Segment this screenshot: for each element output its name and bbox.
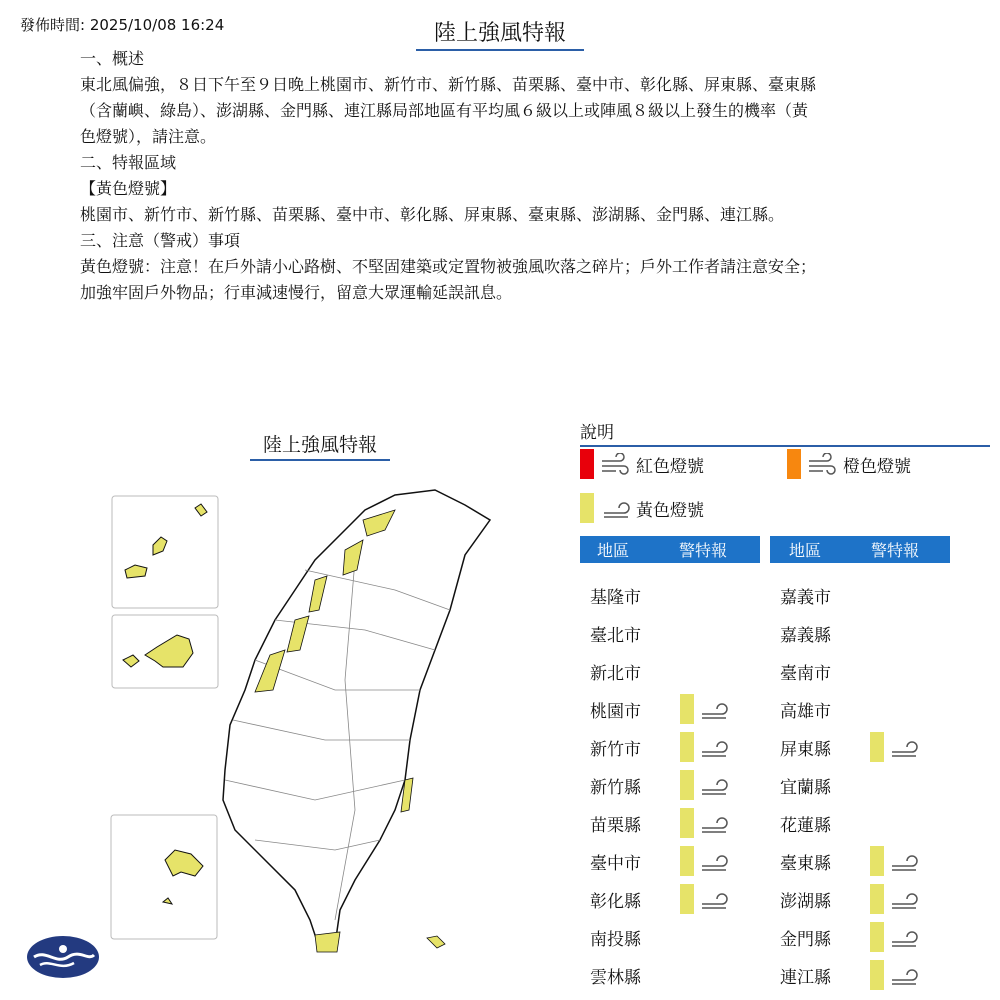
- text-line: 三、注意（警戒）事項: [80, 231, 241, 250]
- table-row: [770, 766, 870, 804]
- table-row: [580, 842, 730, 880]
- yellow-warning: [680, 770, 730, 800]
- text-line: 二、特報區域: [80, 153, 177, 172]
- table-row: [580, 576, 680, 614]
- col-warning-header: 警特報: [870, 541, 919, 560]
- yellow-warning: [680, 808, 730, 838]
- table-row: [580, 652, 680, 690]
- table-row: [580, 918, 680, 956]
- text-line: 加強牢固戶外物品；行車減速慢行，留意大眾運輸延誤訊息。: [80, 283, 513, 302]
- text-line: 色燈號），請注意。: [80, 127, 217, 146]
- yellow-swatch: [680, 694, 694, 724]
- region-name: 宜蘭縣: [780, 777, 831, 798]
- table-row: [580, 728, 730, 766]
- table-row: [770, 652, 870, 690]
- region-name: 新竹縣: [590, 777, 641, 798]
- region-name: 苗栗縣: [590, 815, 641, 836]
- wind-icon: [600, 453, 632, 475]
- wind-icon: [888, 926, 920, 948]
- table-row: [580, 804, 730, 842]
- region-name: 彰化縣: [590, 891, 641, 912]
- region-name: 臺東縣: [780, 853, 831, 874]
- yellow-swatch: [680, 732, 694, 762]
- region-name: 高雄市: [780, 701, 831, 722]
- yellow-swatch: [680, 770, 694, 800]
- region-name: 花蓮縣: [780, 815, 831, 836]
- col-region-header: 地區: [596, 541, 629, 560]
- yellow-swatch: [870, 922, 884, 952]
- table-row: [770, 728, 920, 766]
- wind-icon: [698, 736, 730, 758]
- yellow-warning: [680, 694, 730, 724]
- yellow-swatch: [870, 960, 884, 990]
- wind-icon: [698, 698, 730, 720]
- table-row: [770, 842, 920, 880]
- yellow-swatch: [680, 884, 694, 914]
- map-title: 陸上強風特報: [250, 430, 390, 461]
- yellow-warning: [870, 732, 920, 762]
- text-line: 桃園市、新竹市、新竹縣、苗栗縣、臺中市、彰化縣、屏東縣、臺東縣、澎湖縣、金門縣、連江縣。: [80, 205, 785, 224]
- table-row: [580, 880, 730, 918]
- region-name: 臺南市: [780, 663, 831, 684]
- wind-icon: [698, 774, 730, 796]
- text-line: （含蘭嶼、綠島）、澎湖縣、金門縣、連江縣局部地區有平均風６級以上或陣風８級以上發生的機率（黃: [80, 101, 809, 120]
- region-name: 新竹市: [590, 739, 641, 760]
- legend-label: 紅色燈號: [636, 456, 704, 477]
- legend-label: 橙色燈號: [843, 456, 911, 477]
- legend-orange: [787, 449, 911, 479]
- wind-icon: [888, 964, 920, 986]
- region-name: 桃園市: [590, 701, 641, 722]
- table-row: [580, 614, 680, 652]
- pingtung-zone: [315, 932, 340, 952]
- col-region-header: 地區: [788, 541, 821, 560]
- yellow-swatch: [870, 884, 884, 914]
- region-name: 澎湖縣: [780, 891, 831, 912]
- wind-icon: [698, 850, 730, 872]
- region-name: 嘉義市: [780, 587, 831, 608]
- wind-icon: [888, 736, 920, 758]
- col-warning-header: 警特報: [678, 541, 727, 560]
- text-line: 東北風偏強，８日下午至９日晚上桃園市、新竹市、新竹縣、苗栗縣、臺中市、彰化縣、屏東縣、臺東縣: [80, 75, 817, 94]
- legend-title: 說明: [580, 418, 990, 447]
- table-row: [770, 918, 920, 956]
- bulletin-text: [80, 46, 920, 306]
- table-row: [770, 956, 920, 994]
- yellow-warning: [870, 922, 920, 952]
- yellow-warning: [680, 732, 730, 762]
- region-name: 基隆市: [590, 587, 641, 608]
- table-header-left: [580, 536, 760, 563]
- region-name: 南投縣: [590, 929, 641, 950]
- yellow-swatch: [580, 493, 594, 523]
- legend-yellow: [580, 493, 704, 523]
- wind-icon: [698, 888, 730, 910]
- yellow-warning: [680, 884, 730, 914]
- table-row: [580, 766, 730, 804]
- orange-swatch: [787, 449, 801, 479]
- region-name: 連江縣: [780, 967, 831, 988]
- yellow-warning: [870, 884, 920, 914]
- page-title: 陸上強風特報: [416, 16, 584, 51]
- legend-red: [580, 449, 704, 479]
- lanyu-zone: [427, 936, 445, 948]
- yellow-warning: [680, 846, 730, 876]
- region-name: 雲林縣: [590, 967, 641, 988]
- yellow-swatch: [680, 808, 694, 838]
- legend-label: 黃色燈號: [636, 500, 704, 521]
- table-row: [580, 690, 730, 728]
- region-name: 新北市: [590, 663, 641, 684]
- publish-time: 發佈時間: 2025/10/08 16:24: [20, 16, 225, 34]
- taiwan-map: [105, 480, 525, 990]
- text-line: 【黃色燈號】: [80, 179, 177, 198]
- text-line: 一、概述: [80, 49, 145, 68]
- wind-icon: [698, 812, 730, 834]
- region-name: 臺中市: [590, 853, 641, 874]
- table-row: [580, 956, 680, 994]
- table-row: [770, 880, 920, 918]
- yellow-swatch: [680, 846, 694, 876]
- text-line: 黃色燈號：注意！在戶外請小心路樹、不堅固建築或定置物被強風吹落之碎片；戶外工作者請注意安全；: [80, 257, 817, 276]
- wind-icon: [807, 453, 839, 475]
- wind-icon: [888, 850, 920, 872]
- region-name: 屏東縣: [780, 739, 831, 760]
- yellow-warning: [870, 846, 920, 876]
- cwa-logo: [26, 935, 100, 979]
- table-row: [770, 614, 870, 652]
- wind-icon: [600, 497, 632, 519]
- table-header-right: [770, 536, 950, 563]
- yellow-warning: [870, 960, 920, 990]
- table-row: [770, 804, 870, 842]
- yellow-swatch: [870, 846, 884, 876]
- table-row: [770, 690, 870, 728]
- table-row: [770, 576, 870, 614]
- wind-icon: [888, 888, 920, 910]
- red-swatch: [580, 449, 594, 479]
- region-name: 臺北市: [590, 625, 641, 646]
- matsu-inset: [111, 815, 217, 939]
- region-name: 嘉義縣: [780, 625, 831, 646]
- region-name: 金門縣: [780, 929, 831, 950]
- yellow-swatch: [870, 732, 884, 762]
